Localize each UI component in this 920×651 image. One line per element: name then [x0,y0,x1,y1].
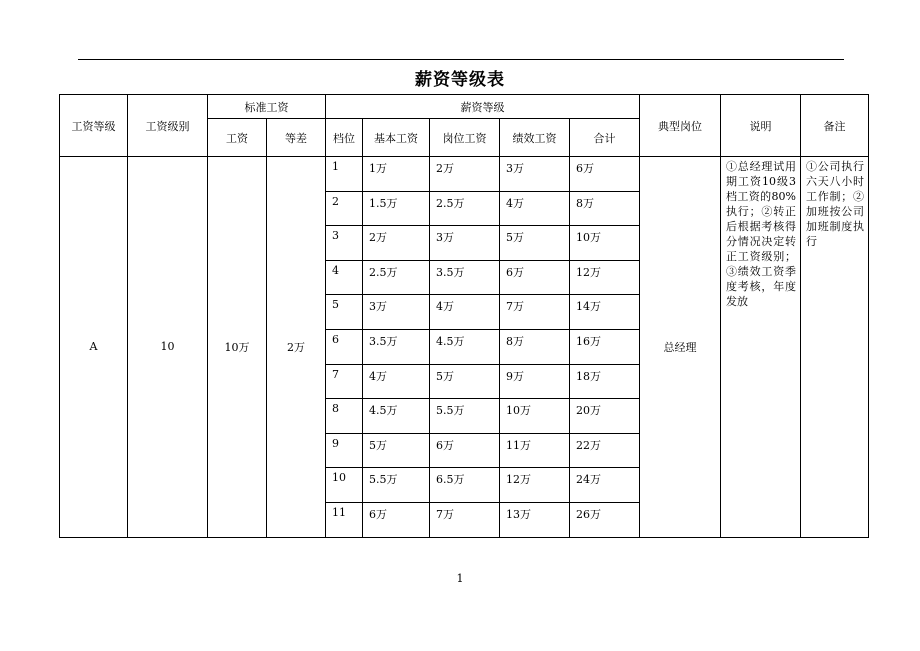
header-standard-diff: 等差 [267,119,326,157]
header-level: 工资级别 [128,95,208,157]
header-grade: 工资等级 [60,95,128,157]
step-cell: 9 [326,433,363,468]
total-cell: 14万 [570,295,640,330]
page-number: 1 [456,572,464,585]
basic-wage-cell: 3万 [363,295,430,330]
basic-wage-cell: 6万 [363,502,430,537]
performance-wage-cell: 4万 [500,191,570,226]
header-post: 岗位工资 [430,119,500,157]
step-cell: 7 [326,364,363,399]
performance-wage-cell: 7万 [500,295,570,330]
post-wage-cell: 5.5万 [430,399,500,434]
step-cell: 4 [326,260,363,295]
basic-wage-cell: 5.5万 [363,468,430,503]
post-wage-cell: 6.5万 [430,468,500,503]
performance-wage-cell: 11万 [500,433,570,468]
step-cell: 10 [326,468,363,503]
header-performance: 绩效工资 [500,119,570,157]
step-cell: 5 [326,295,363,330]
total-cell: 8万 [570,191,640,226]
post-wage-cell: 7万 [430,502,500,537]
step-cell: 1 [326,157,363,192]
basic-wage-cell: 4.5万 [363,399,430,434]
explanation-cell: ①总经理试用期工资10级3档工资的80%执行；②转正后根据考核得分情况决定转正工资级别；③绩效工资季度考核，年度发放 [721,157,801,538]
step-cell: 2 [326,191,363,226]
total-cell: 22万 [570,433,640,468]
header-position: 典型岗位 [640,95,721,157]
total-cell: 24万 [570,468,640,503]
level-cell: 10 [128,157,208,538]
header-standard-wage: 工资 [208,119,267,157]
header-basic: 基本工资 [363,119,430,157]
performance-wage-cell: 9万 [500,364,570,399]
header-row-1 [60,95,869,119]
header-explanation: 说明 [721,95,801,157]
post-wage-cell: 4.5万 [430,329,500,364]
post-wage-cell: 4万 [430,295,500,330]
header-standard-group: 标准工资 [208,95,326,119]
salary-grade-table [59,94,869,538]
total-cell: 18万 [570,364,640,399]
table-row [60,157,869,192]
performance-wage-cell: 13万 [500,502,570,537]
post-wage-cell: 3.5万 [430,260,500,295]
basic-wage-cell: 1万 [363,157,430,192]
standard-wage-cell: 10万 [208,157,267,538]
header-remarks: 备注 [801,95,869,157]
page-title: 薪资等级表 [415,70,505,90]
post-wage-cell: 2.5万 [430,191,500,226]
basic-wage-cell: 4万 [363,364,430,399]
post-wage-cell: 5万 [430,364,500,399]
basic-wage-cell: 3.5万 [363,329,430,364]
performance-wage-cell: 10万 [500,399,570,434]
post-wage-cell: 3万 [430,226,500,261]
performance-wage-cell: 8万 [500,329,570,364]
header-step: 档位 [326,119,363,157]
step-cell: 3 [326,226,363,261]
post-wage-cell: 2万 [430,157,500,192]
step-cell: 11 [326,502,363,537]
header-total: 合计 [570,119,640,157]
post-wage-cell: 6万 [430,433,500,468]
top-rule [78,59,844,60]
total-cell: 16万 [570,329,640,364]
basic-wage-cell: 5万 [363,433,430,468]
table-body [60,95,869,538]
total-cell: 6万 [570,157,640,192]
performance-wage-cell: 12万 [500,468,570,503]
performance-wage-cell: 3万 [500,157,570,192]
basic-wage-cell: 2万 [363,226,430,261]
total-cell: 12万 [570,260,640,295]
total-cell: 10万 [570,226,640,261]
performance-wage-cell: 6万 [500,260,570,295]
total-cell: 20万 [570,399,640,434]
position-cell: 总经理 [640,157,721,538]
step-cell: 8 [326,399,363,434]
grade-cell: A [60,157,128,538]
remarks-cell: ①公司执行六天八小时工作制；②加班按公司加班制度执行 [801,157,869,538]
total-cell: 26万 [570,502,640,537]
performance-wage-cell: 5万 [500,226,570,261]
standard-diff-cell: 2万 [267,157,326,538]
basic-wage-cell: 1.5万 [363,191,430,226]
step-cell: 6 [326,329,363,364]
basic-wage-cell: 2.5万 [363,260,430,295]
header-salary-group: 薪资等级 [326,95,640,119]
